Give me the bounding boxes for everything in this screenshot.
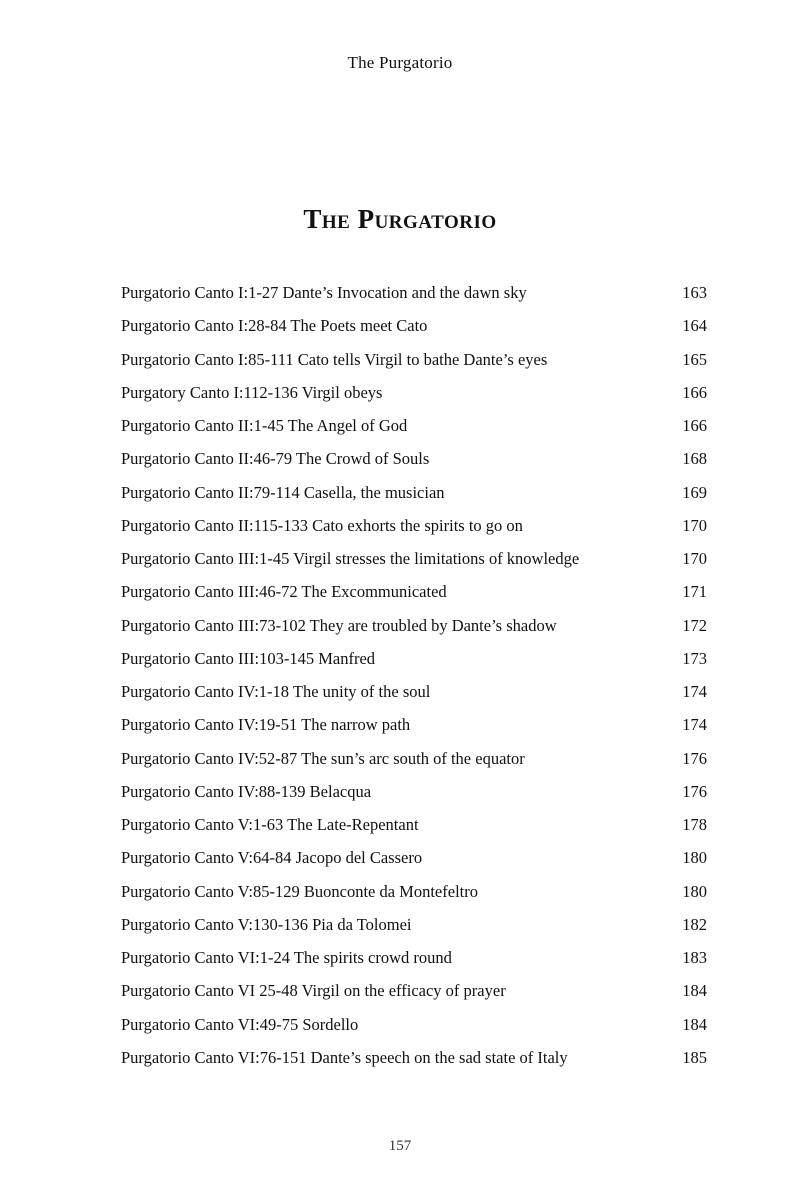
toc-entry-page: 184 xyxy=(682,1014,707,1034)
toc-entry-title: Purgatorio Canto II:46-79 The Crowd of Souls xyxy=(121,449,430,469)
toc-entry[interactable] xyxy=(121,815,707,848)
toc-entry-page: 168 xyxy=(682,449,707,469)
page-title: The Purgatorio xyxy=(303,204,497,234)
toc-entry[interactable] xyxy=(121,283,707,316)
toc-entry-page: 185 xyxy=(682,1047,707,1067)
toc-entry-page: 174 xyxy=(682,682,707,701)
toc-entry-page: 180 xyxy=(682,848,707,868)
toc-entry-title: Purgatorio Canto III:103-145 Manfred xyxy=(121,648,376,668)
toc-entry[interactable] xyxy=(121,882,707,915)
toc-entry[interactable] xyxy=(121,549,707,582)
toc-entry-title: Purgatorio Canto VI:76-151 Dante’s speech on the sad state of Italy xyxy=(121,1047,568,1067)
toc-entry-title: Purgatorio Canto V:130-136 Pia da Tolomei xyxy=(121,914,412,934)
toc-entry[interactable] xyxy=(121,449,707,482)
toc-entry-title: Purgatorio Canto III:1-45 Virgil stresses the limitations of knowledge xyxy=(121,549,580,568)
page-number: 157 xyxy=(388,1138,412,1154)
toc-entry[interactable] xyxy=(121,848,707,881)
toc-entry-title: Purgatorio Canto V:85-129 Buonconte da Montefeltro xyxy=(121,881,478,901)
toc-entry-title: Purgatorio Canto IV:52-87 The sun’s arc south of the equator xyxy=(121,748,525,768)
toc-entry-title: Purgatorio Canto II:1-45 The Angel of God xyxy=(121,416,408,435)
toc-entry-title: Purgatory Canto I:112-136 Virgil obeys xyxy=(121,382,383,402)
toc-entry-page: 178 xyxy=(682,815,707,834)
toc-entry-page: 176 xyxy=(682,748,707,768)
toc-entry-page: 164 xyxy=(682,316,707,336)
toc-entry-title: Purgatorio Canto III:46-72 The Excommunicated xyxy=(121,582,447,602)
toc-entry[interactable] xyxy=(121,383,707,416)
toc-entry[interactable] xyxy=(121,1015,707,1048)
toc-entry[interactable] xyxy=(121,682,707,715)
toc-entry-title: Purgatorio Canto IV:19-51 The narrow path xyxy=(121,715,411,735)
toc-entry[interactable] xyxy=(121,416,707,449)
toc-entry[interactable] xyxy=(121,948,707,981)
toc-entry[interactable] xyxy=(121,749,707,782)
toc-entry[interactable] xyxy=(121,782,707,815)
toc-entry[interactable] xyxy=(121,516,707,549)
toc-entry-page: 184 xyxy=(682,981,707,1001)
toc-entry-title: Purgatorio Canto I:28-84 The Poets meet Cato xyxy=(121,316,428,336)
toc-entry-page: 176 xyxy=(682,781,707,801)
toc-entry-title: Purgatorio Canto I:85-111 Cato tells Virgil to bathe Dante’s eyes xyxy=(121,349,548,369)
toc-entry-title: Purgatorio Canto III:73-102 They are troubled by Dante’s shadow xyxy=(121,615,557,635)
toc-entry[interactable] xyxy=(121,483,707,516)
toc-entry[interactable] xyxy=(121,350,707,383)
toc-entry-title: Purgatorio Canto VI 25-48 Virgil on the efficacy of prayer xyxy=(121,981,506,1001)
toc-entry[interactable] xyxy=(121,316,707,349)
toc-entry-title: Purgatorio Canto V:64-84 Jacopo del Cassero xyxy=(121,848,423,868)
toc-entry-page: 174 xyxy=(682,715,707,735)
toc-entry-title: Purgatorio Canto I:1-27 Dante’s Invocation and the dawn sky xyxy=(121,283,527,302)
toc-entry-title: Purgatorio Canto VI:49-75 Sordello xyxy=(121,1014,359,1034)
toc-entry[interactable] xyxy=(121,1048,707,1081)
toc-entry-page: 171 xyxy=(682,582,707,602)
toc-entry[interactable] xyxy=(121,915,707,948)
toc-entry-page: 170 xyxy=(682,515,707,535)
toc-entry-page: 183 xyxy=(682,948,707,967)
toc-entry-page: 166 xyxy=(682,416,707,435)
toc-entry-title: Purgatorio Canto IV:1-18 The unity of the soul xyxy=(121,682,431,701)
toc-entry[interactable] xyxy=(121,715,707,748)
toc-entry[interactable] xyxy=(121,616,707,649)
toc-entry-page: 166 xyxy=(682,382,707,402)
toc-entry-title: Purgatorio Canto II:115-133 Cato exhorts the spirits to go on xyxy=(121,515,523,535)
toc-entry[interactable] xyxy=(121,649,707,682)
toc-entry-page: 165 xyxy=(682,349,707,369)
toc-entry-title: Purgatorio Canto IV:88-139 Belacqua xyxy=(121,781,372,801)
toc-entry-page: 180 xyxy=(682,881,707,901)
toc-entry-title: Purgatorio Canto VI:1-24 The spirits crowd round xyxy=(121,948,452,967)
toc-entry-page: 163 xyxy=(682,283,707,302)
toc-entry-title: Purgatorio Canto V:1-63 The Late-Repentant xyxy=(121,815,419,834)
table-of-contents xyxy=(121,283,707,1081)
toc-entry-page: 182 xyxy=(682,914,707,934)
toc-entry-page: 169 xyxy=(682,482,707,502)
toc-entry[interactable] xyxy=(121,582,707,615)
toc-entry-page: 172 xyxy=(682,615,707,635)
toc-entry-page: 173 xyxy=(682,648,707,668)
running-head: The Purgatorio xyxy=(347,53,453,72)
toc-entry-page: 170 xyxy=(682,549,707,568)
toc-entry[interactable] xyxy=(121,981,707,1014)
toc-entry-title: Purgatorio Canto II:79-114 Casella, the musician xyxy=(121,482,445,502)
